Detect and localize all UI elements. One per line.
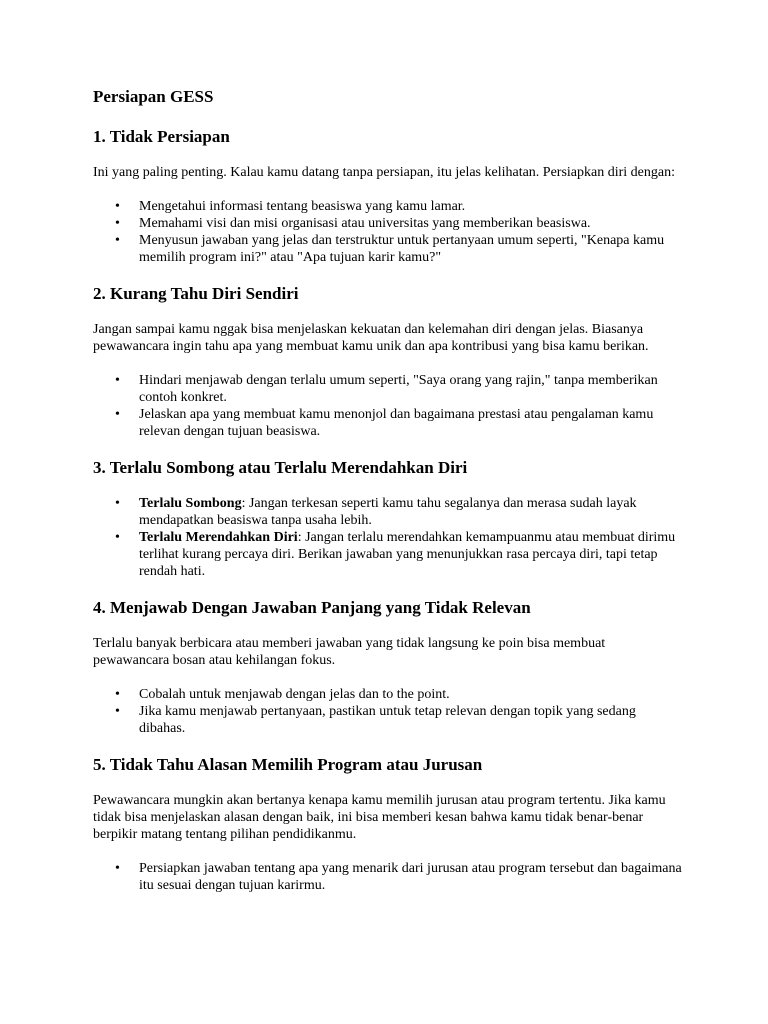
list-item-text: Menyusun jawaban yang jelas dan terstruktur untuk pertanyaan umum seperti, "Kenapa kamu memilih program ini?" atau "Apa tujuan karir kamu?" [139, 233, 665, 265]
bullet-icon: • [115, 407, 120, 422]
bullet-icon: • [115, 216, 120, 231]
section-heading: 4. Menjawab Dengan Jawaban Panjang yang Tidak Relevan [93, 598, 531, 617]
bullet-icon: • [115, 233, 120, 248]
list-item [115, 495, 683, 529]
bullet-icon: • [115, 704, 120, 719]
list-item-text: : Jangan terkesan seperti kamu tahu segalanya dan merasa sudah layak mendapatkan beasiswa tanpa usaha lebih. [139, 496, 637, 528]
section-heading: 5. Tidak Tahu Alasan Memilih Program atau Jurusan [93, 755, 483, 774]
document-page [93, 86, 683, 911]
bullet-icon: • [115, 496, 120, 511]
list-item-text: Hindari menjawab dengan terlalu umum seperti, "Saya orang yang rajin," tanpa memberikan contoh konkret. [139, 373, 658, 405]
section-paragraph: Ini yang paling penting. Kalau kamu datang tanpa persiapan, itu jelas kelihatan. Persiapkan diri dengan: [93, 165, 675, 180]
list-item [115, 372, 683, 406]
section-jawaban-panjang [93, 597, 683, 737]
bullet-list [93, 860, 683, 894]
bullet-list [93, 686, 683, 737]
list-item [115, 406, 683, 440]
section-sombong [93, 457, 683, 580]
list-item [115, 686, 683, 703]
document-title: Persiapan GESS [93, 87, 214, 106]
list-item [115, 529, 683, 580]
list-item [115, 198, 683, 215]
bullet-list [93, 495, 683, 580]
section-paragraph: Jangan sampai kamu nggak bisa menjelaskan kekuatan dan kelemahan diri dengan jelas. Biasanya pewawancara ingin tahu apa yang membuat kamu unik dan apa kontribusi yang bisa kamu berikan. [93, 322, 649, 354]
list-item-text: Jelaskan apa yang membuat kamu menonjol dan bagaimana prestasi atau pengalaman kamu relevan dengan tujuan beasiswa. [139, 407, 654, 439]
section-heading: 3. Terlalu Sombong atau Terlalu Merendahkan Diri [93, 458, 468, 477]
list-item [115, 232, 683, 266]
bullet-icon: • [115, 530, 120, 545]
section-paragraph: Pewawancara mungkin akan bertanya kenapa kamu memilih jurusan atau program tertentu. Jika kamu tidak bisa menjelaskan alasan dengan baik, ini bisa memberi kesan bahwa kamu tidak benar-benar berpikir matang tentang pilihan pendidikanmu. [93, 793, 666, 842]
bullet-list [93, 198, 683, 266]
bullet-icon: • [115, 861, 120, 876]
list-item-text: Persiapkan jawaban tentang apa yang menarik dari jurusan atau program tersebut dan bagaimana itu sesuai dengan tujuan karirmu. [139, 861, 682, 893]
section-heading: 1. Tidak Persiapan [93, 127, 230, 146]
bullet-icon: • [115, 373, 120, 388]
list-item-text: Jika kamu menjawab pertanyaan, pastikan untuk tetap relevan dengan topik yang sedang dibahas. [139, 704, 636, 736]
list-item-text: : Jangan terlalu merendahkan kemampuanmu atau membuat dirimu terlihat kurang percaya diri. Berikan jawaban yang menunjukkan rasa percaya diri, tapi tetap rendah hati. [139, 530, 676, 579]
section-tidak-persiapan [93, 126, 683, 266]
list-item-bold-term: Terlalu Merendahkan Diri [139, 530, 298, 545]
bullet-icon: • [115, 199, 120, 214]
list-item-text: Memahami visi dan misi organisasi atau universitas yang memberikan beasiswa. [139, 216, 591, 231]
list-item [115, 215, 683, 232]
section-kurang-tahu-diri [93, 283, 683, 440]
list-item-text: Mengetahui informasi tentang beasiswa yang kamu lamar. [139, 199, 466, 214]
list-item [115, 703, 683, 737]
list-item [115, 860, 683, 894]
section-paragraph: Terlalu banyak berbicara atau memberi jawaban yang tidak langsung ke poin bisa membuat pewawancara bosan atau kehilangan fokus. [93, 636, 606, 668]
list-item-text: Cobalah untuk menjawab dengan jelas dan to the point. [139, 687, 450, 702]
bullet-icon: • [115, 687, 120, 702]
section-alasan-program [93, 754, 683, 894]
list-item-bold-term: Terlalu Sombong [139, 496, 242, 511]
bullet-list [93, 372, 683, 440]
section-heading: 2. Kurang Tahu Diri Sendiri [93, 284, 299, 303]
